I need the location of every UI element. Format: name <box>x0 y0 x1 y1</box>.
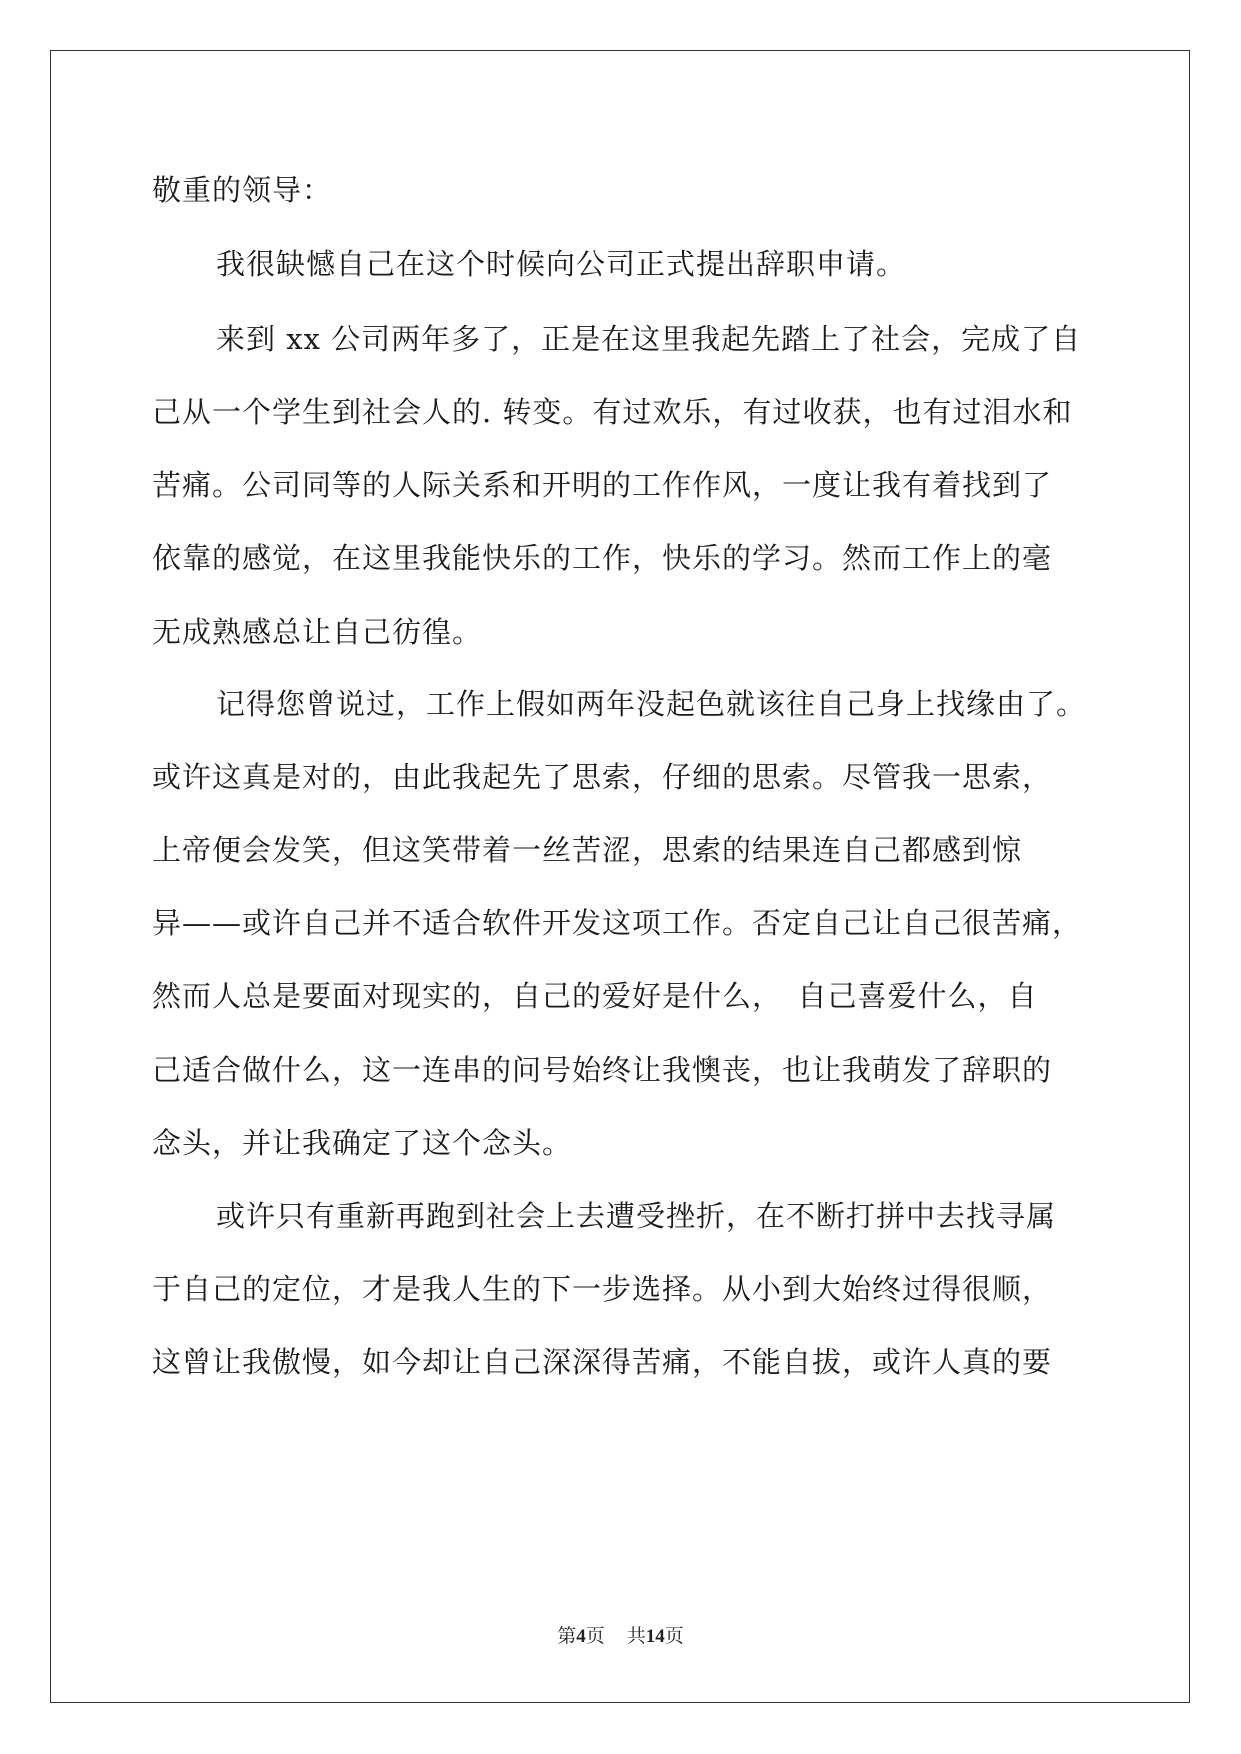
page-label-suffix: 页 <box>585 1626 605 1647</box>
paragraph-line: 这曾让我傲慢，如今却让自己深深得苦痛，不能自拔，或许人真的要 <box>152 1345 1053 1379</box>
paragraph-line: 来到 xx 公司两年多了，正是在这里我起先踏上了社会，完成了自 <box>216 322 1082 356</box>
page-footer <box>0 1621 1241 1648</box>
paragraph-line: 我很缺憾自己在这个时候向公司正式提出辞职申请。 <box>216 247 907 281</box>
paragraph-line: 依靠的感觉，在这里我能快乐的工作，快乐的学习。然而工作上的毫 <box>152 541 1053 575</box>
salutation: 敬重的领导： <box>152 173 333 207</box>
total-label-prefix: 共 <box>626 1626 646 1647</box>
paragraph-line: 上帝便会发笑，但这笑带着一丝苦涩，思索的结果连自己都感到惊 <box>152 833 1023 867</box>
paragraph-line: 于自己的定位，才是我人生的下一步选择。从小到大始终过得很顺， <box>152 1272 1053 1306</box>
paragraph-line: 然而人总是要面对现实的，自己的爱好是什么， 自己喜爱什么，自 <box>152 979 1038 1013</box>
paragraph-line: 异——或许自己并不适合软件开发这项工作。否定自己让自己很苦痛， <box>152 906 1083 940</box>
paragraph-line: 苦痛。公司同等的人际关系和开明的工作作风，一度让我有着找到了 <box>152 468 1053 502</box>
page-border <box>50 50 1190 1703</box>
paragraph-line: 己适合做什么，这一连串的问号始终让我懊丧，也让我萌发了辞职的 <box>152 1053 1053 1087</box>
paragraph-line: 己从一个学生到社会人的. 转变。有过欢乐，有过收获，也有过泪水和 <box>152 395 1073 429</box>
paragraph-line: 或许只有重新再跑到社会上去遭受挫折，在不断打拼中去找寻属 <box>216 1199 1057 1233</box>
paragraph-line: 无成熟感总让自己彷徨。 <box>152 615 483 649</box>
current-page-number: 4 <box>576 1626 586 1647</box>
paragraph-line: 念头，并让我确定了这个念头。 <box>152 1126 573 1160</box>
total-label-suffix: 页 <box>664 1626 684 1647</box>
paragraph-line: 记得您曾说过，工作上假如两年没起色就该往自己身上找缘由了。 <box>216 687 1087 721</box>
page-label-prefix: 第 <box>557 1626 577 1647</box>
paragraph-line: 或许这真是对的，由此我起先了思索，仔细的思索。尽管我一思索， <box>152 760 1053 794</box>
total-page-number: 14 <box>645 1626 665 1647</box>
